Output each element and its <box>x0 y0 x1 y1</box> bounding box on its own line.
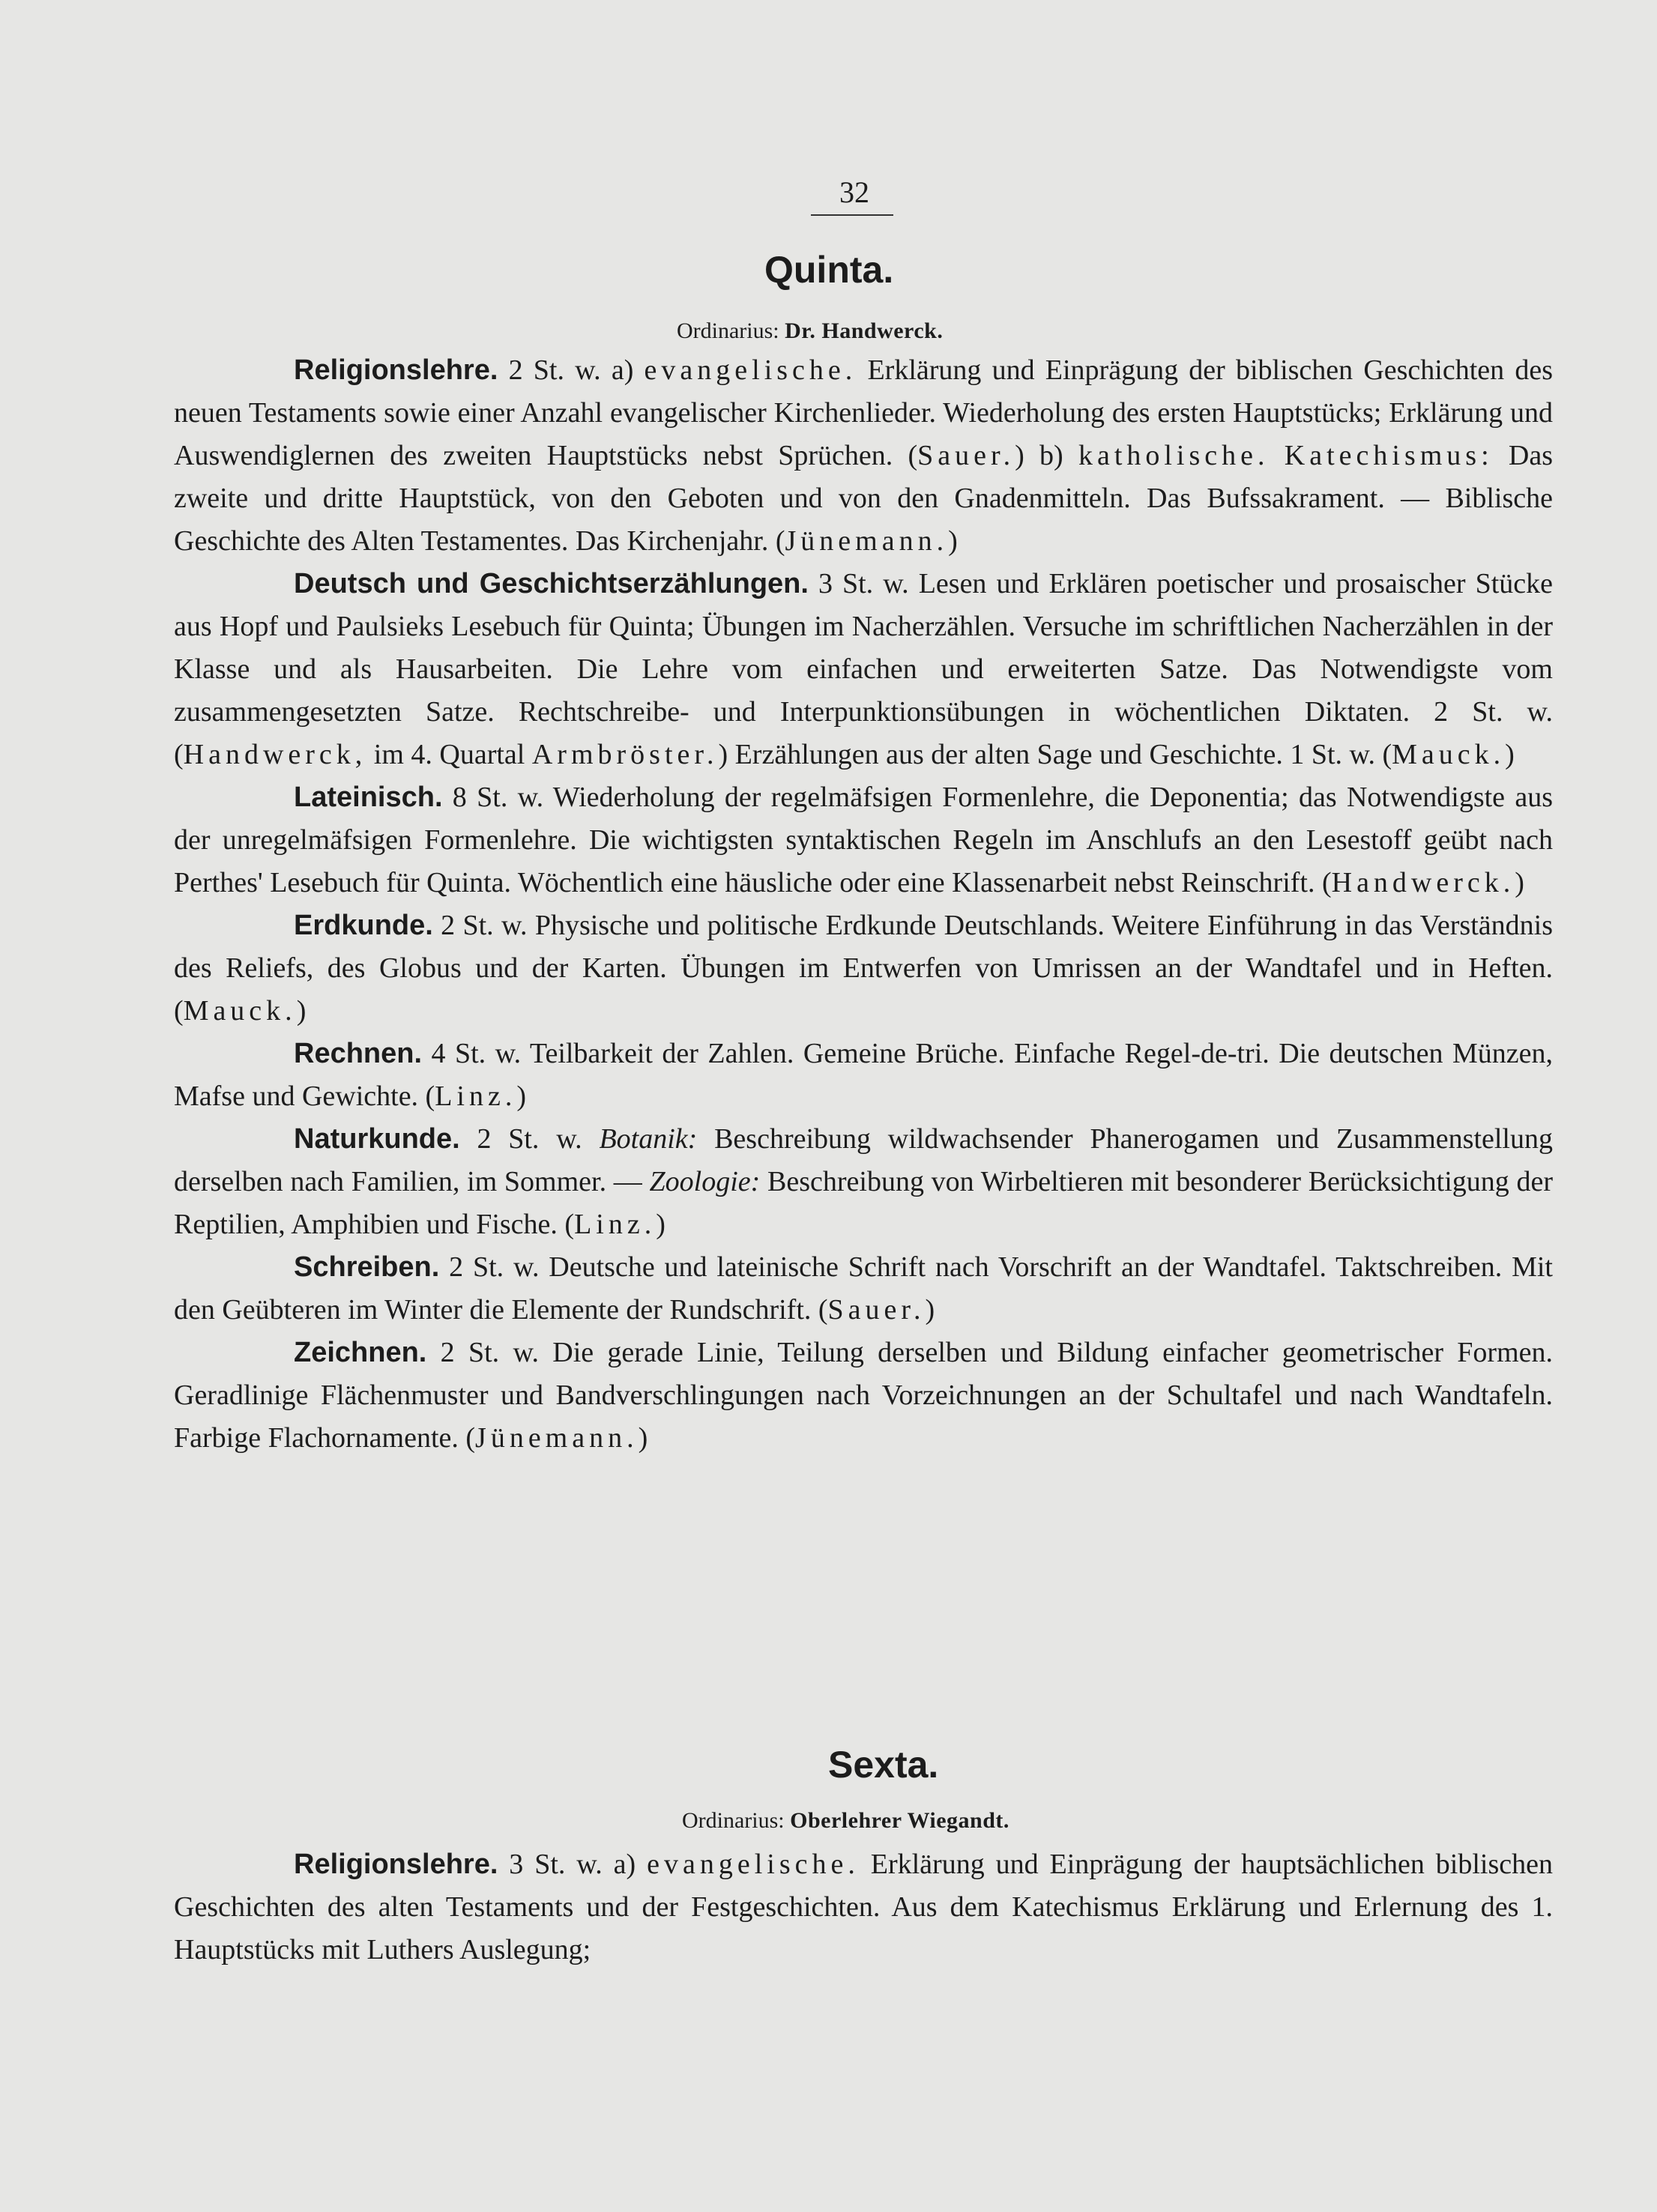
subject-heading: Lateinisch. <box>294 782 443 813</box>
subject-heading: Naturkunde. <box>294 1123 460 1155</box>
text-run: 3 St. w. Lesen und Erklären poetischer und prosaischer Stücke aus Hopf und Paulsieks Lesebuch für Quinta; Übungen im Nacherzählen. Versuche im schriftlichen Nacherzählen in der Klasse und als Hausarbeiten. Die Lehre vom einfachen und erweiterten Satze. Das Notwendigste vom zusammengesetzten Satze. Rechtschreibe- und Interpunktionsübungen in wöchentlichen Diktaten. 2 St. w. ( <box>174 568 1553 770</box>
paragraph-schreiben <box>174 1246 1553 1332</box>
text-run: 8 St. w. Wiederholung der regelmäfsigen Formenlehre, die Deponentia; das Notwendigste aus der unregelmäfsigen Formenlehre. Die wichtigsten syntaktischen Regeln im Anschlufs an den Lesestoff geübt nach Perthes' Lesebuch für Quinta. Wöchentlich eine häusliche oder eine Klassenarbeit nebst Reinschrift. ( <box>174 782 1553 898</box>
section-title-quinta: Quinta. <box>764 249 894 291</box>
ordinarius-name: Dr. Handwerck. <box>785 318 944 343</box>
subject-heading: Religionslehre. <box>294 1849 498 1880</box>
text-run: ) b) <box>1015 440 1078 471</box>
teacher-name: Armbröster. <box>531 739 719 770</box>
page-number-rule <box>811 214 893 216</box>
text-run: 2 St. w. <box>459 1123 600 1155</box>
ordinarius-label: Ordinarius: <box>677 318 779 343</box>
teacher-name: Linz. <box>574 1209 657 1240</box>
teacher-name: Linz. <box>435 1081 517 1112</box>
paragraph-religionslehre-sexta <box>174 1843 1553 1971</box>
text-run: ) <box>1505 739 1515 770</box>
teacher-name: Sauer. <box>827 1294 926 1326</box>
teacher-name: Mauck. <box>1392 739 1506 770</box>
subject-heading: Deutsch und Geschichtserzählungen. <box>294 568 809 599</box>
subject-heading: Rechnen. <box>294 1038 423 1069</box>
subject-heading: Zeichnen. <box>294 1337 427 1368</box>
text-run: ) <box>638 1422 648 1454</box>
text-run: Beschreibung wildwachsender Phanerogamen und Zusammenstellung derselben nach Familien, im Sommer. — <box>174 1123 1553 1197</box>
italic-text: Botanik: <box>599 1123 698 1155</box>
subject-heading: Erdkunde. <box>294 910 433 941</box>
text-run: ) <box>656 1209 665 1240</box>
page-number: 32 <box>839 175 869 209</box>
quinta-body <box>174 349 1553 1460</box>
paragraph-religionslehre <box>174 349 1553 563</box>
text-run: ) Erzählungen aus der alten Sage und Geschichte. 1 St. w. ( <box>718 739 1392 770</box>
text-run: Das zweite und dritte Hauptstück, von den Geboten und von den Gnadenmitteln. Das Bufssakrament. — Biblische Geschichte des Alten Testamentes. Das Kirchenjahr. ( <box>174 440 1553 557</box>
text-run: ) <box>925 1294 935 1326</box>
text-run: ) <box>948 525 958 557</box>
text-run: im 4. Quartal <box>366 739 532 770</box>
text-run: Erklärung und Einprägung der biblischen Geschichten des neuen Testaments sowie einer Anzahl evangelischer Kirchenlieder. Wiederholung des ersten Hauptstücks; Erklärung und Auswendiglernen des zweiten Hauptstücks nebst Sprüchen. ( <box>174 354 1553 471</box>
teacher-name: Handwerck. <box>1331 867 1515 898</box>
spaced-text: evangelische. <box>647 1849 860 1880</box>
teacher-name: Sauer. <box>917 440 1015 471</box>
ordinarius-quinta <box>677 316 943 346</box>
ordinarius-name: Oberlehrer Wiegandt. <box>790 1808 1009 1833</box>
text-run: Erklärung und Einprägung der hauptsächlichen biblischen Geschichten des alten Testaments und der Festgeschichten. Aus dem Katechismus Erklärung und Erlernung des 1. Hauptstücks mit Luthers Auslegung; <box>174 1849 1553 1965</box>
text-run: ) <box>296 995 307 1027</box>
spaced-text: Katechismus: <box>1284 440 1494 471</box>
text-run: 2 St. w. Deutsche und lateinische Schrift nach Vorschrift an der Wandtafel. Taktschreiben. Mit den Geübteren im Winter die Elemente der Rundschrift. ( <box>174 1251 1553 1326</box>
subject-heading: Schreiben. <box>294 1251 440 1283</box>
ordinarius-sexta <box>682 1806 1009 1836</box>
spaced-text: evangelische. <box>644 354 857 386</box>
paragraph-lateinisch <box>174 776 1553 904</box>
text-run: ) <box>516 1081 527 1112</box>
sexta-body <box>174 1843 1553 1971</box>
text-run: ) <box>1515 867 1524 898</box>
text-run: Beschreibung von Wirbeltieren mit besonderer Berücksichtigung der Reptilien, Amphibien und Fische. ( <box>174 1166 1553 1240</box>
ordinarius-label: Ordinarius: <box>682 1808 785 1833</box>
paragraph-zeichnen <box>174 1332 1553 1460</box>
teacher-name: Jünemann. <box>475 1422 639 1454</box>
spaced-text: katholische. <box>1078 440 1270 471</box>
paragraph-erdkunde <box>174 904 1553 1033</box>
text-run: 2 St. w. Physische und politische Erdkunde Deutschlands. Weitere Einführung in das Verständnis des Reliefs, des Globus und der Karten. Übungen im Entwerfen von Umrissen an der Wandtafel und in Heften. ( <box>174 910 1553 1027</box>
text-run: 3 St. w. a) <box>498 1849 648 1880</box>
paragraph-rechnen <box>174 1033 1553 1118</box>
paragraph-naturkunde <box>174 1118 1553 1246</box>
teacher-name: Mauck. <box>183 995 297 1027</box>
text-run <box>1270 440 1285 471</box>
section-title-sexta: Sexta. <box>828 1744 939 1786</box>
subject-heading: Religionslehre. <box>294 354 498 386</box>
text-run: 2 St. w. a) <box>498 354 645 386</box>
teacher-name: Jünemann. <box>785 525 949 557</box>
paragraph-deutsch <box>174 563 1553 776</box>
text-run: 4 St. w. Teilbarkeit der Zahlen. Gemeine Brüche. Einfache Regel-de-tri. Die deutschen Münzen, Mafse und Gewichte. ( <box>174 1038 1553 1112</box>
italic-text: Zoologie: <box>649 1166 761 1197</box>
teacher-name: Handwerck, <box>183 739 367 770</box>
text-run: 2 St. w. Die gerade Linie, Teilung derselben und Bildung einfacher geometrischer Formen. Geradlinige Flächenmuster und Bandverschlingungen nach Vorzeichnungen an der Schultafel und nach Wandtafeln. Farbige Flachornamente. ( <box>174 1337 1553 1454</box>
